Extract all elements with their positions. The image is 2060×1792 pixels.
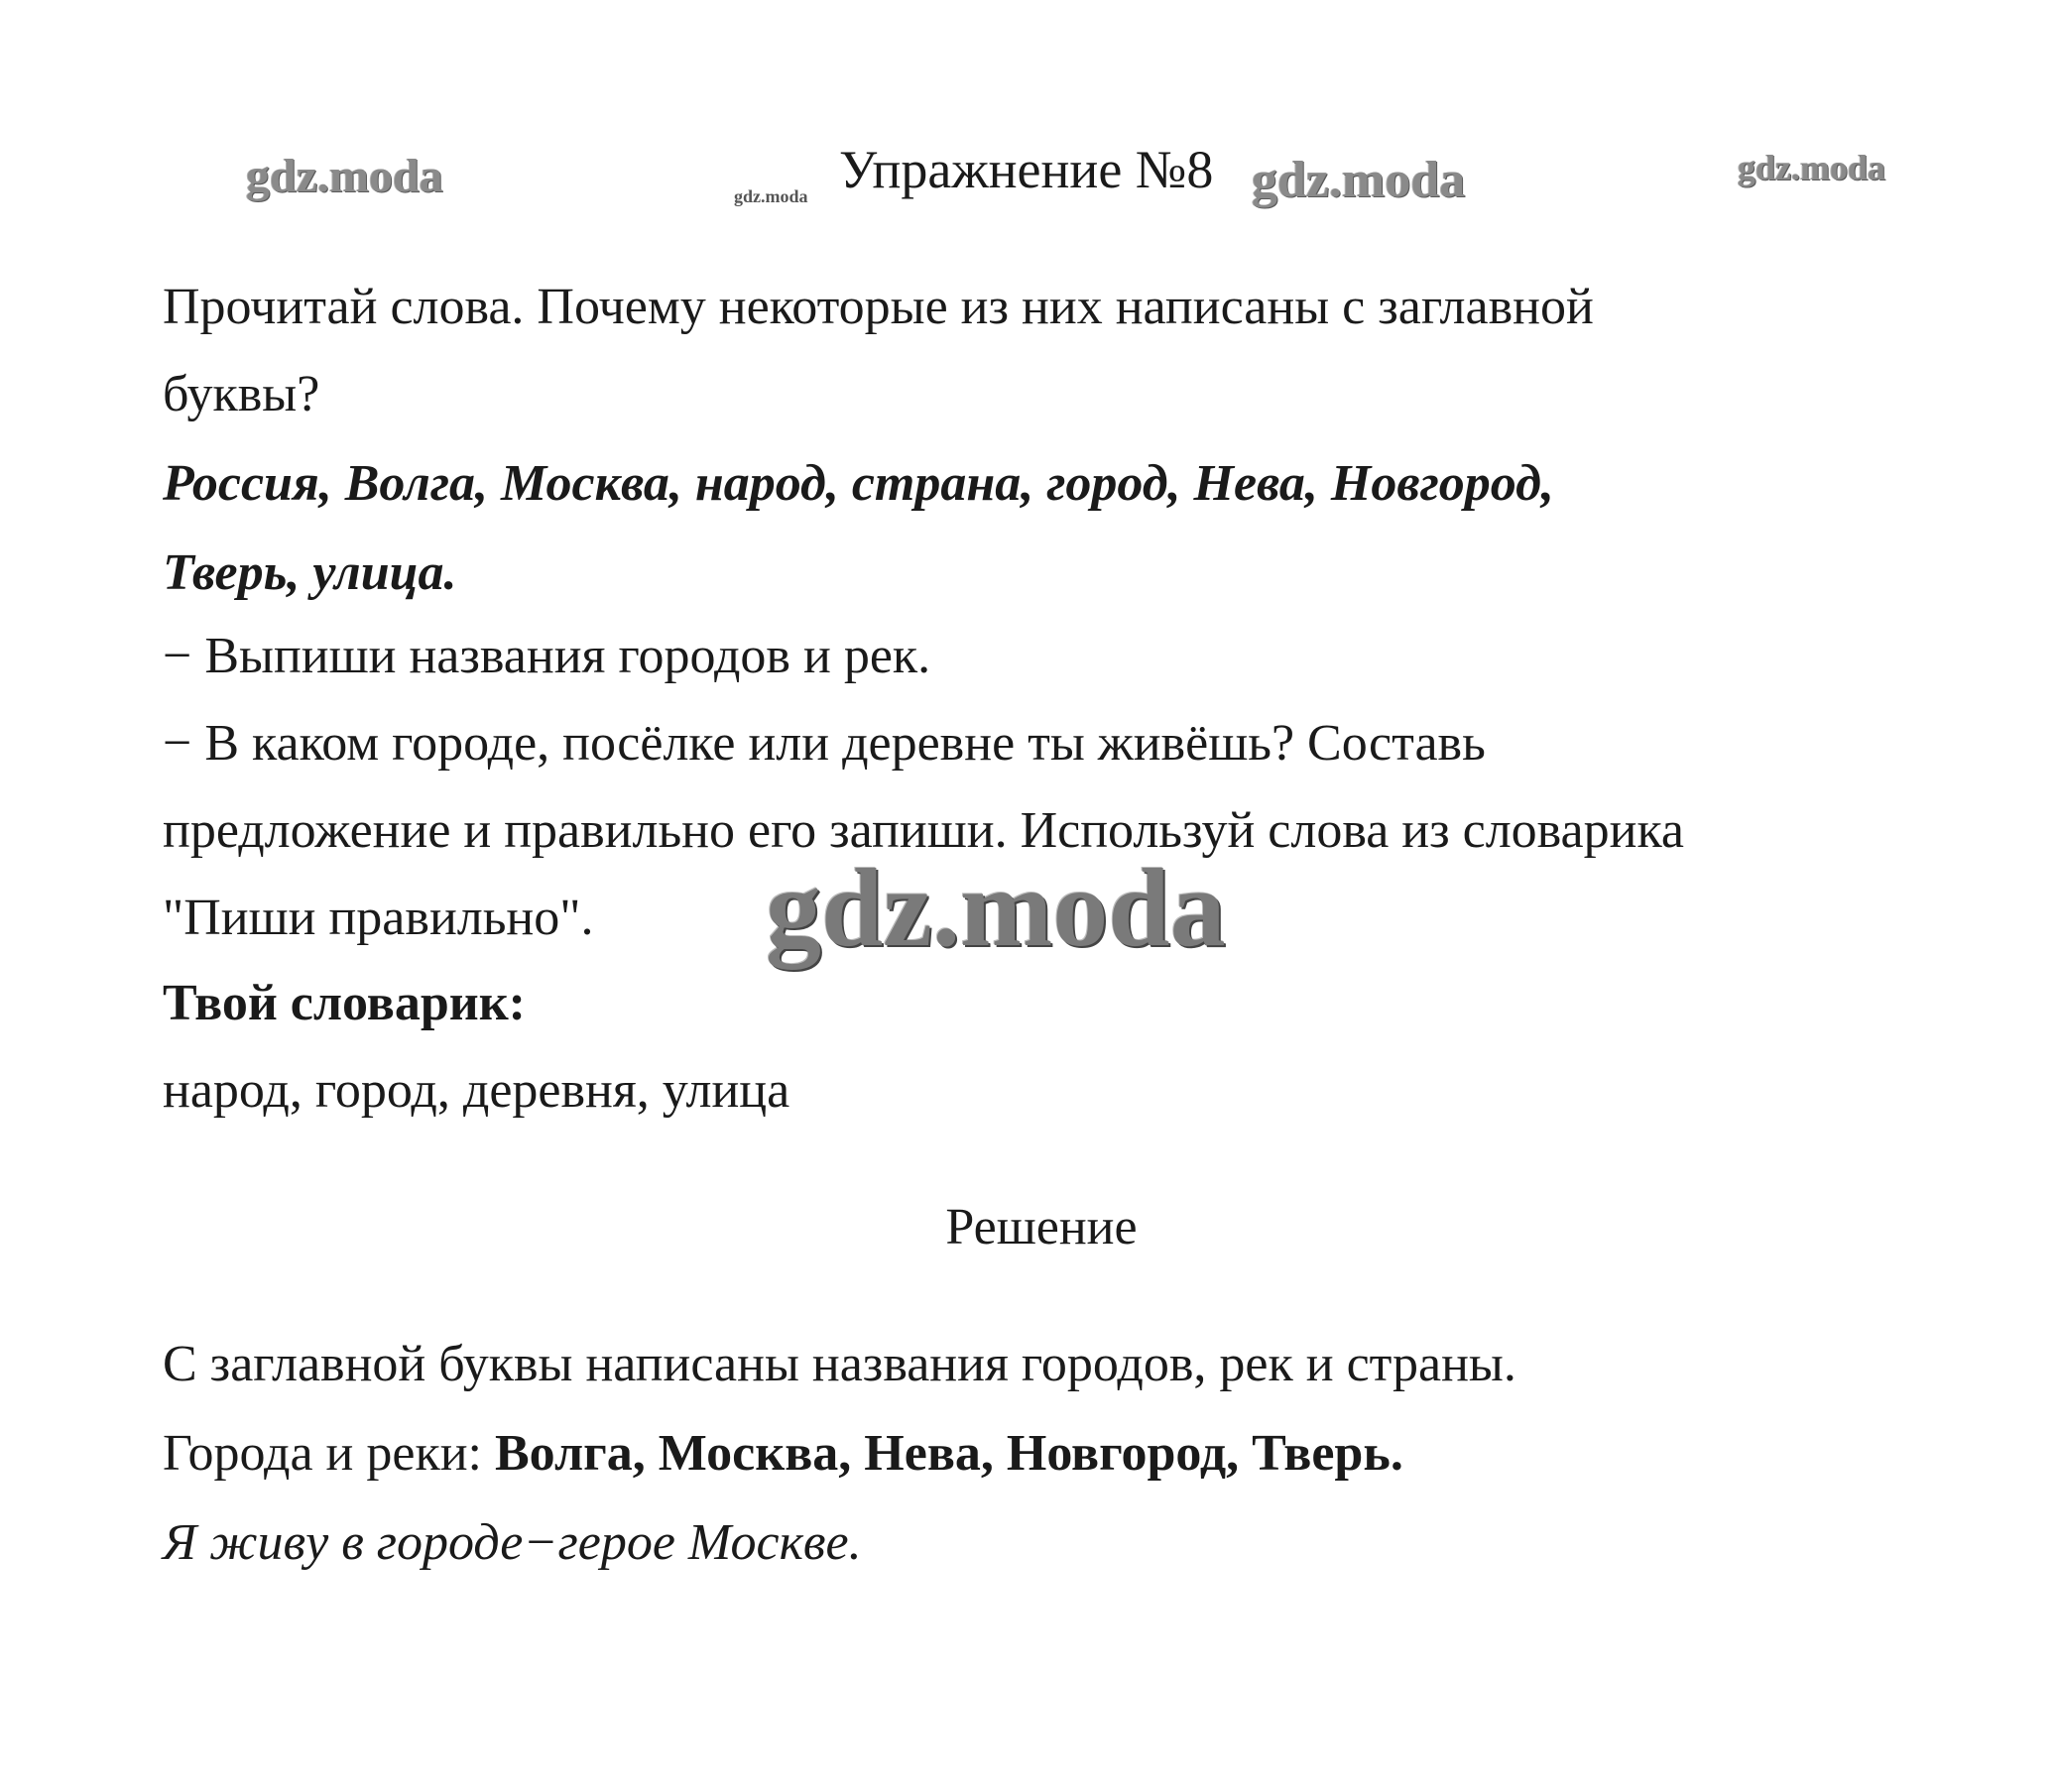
solution-line-2	[163, 1425, 1403, 1482]
question-2-line-3: "Пиши правильно".	[163, 890, 594, 946]
word-list-line-1: Россия, Волга, Москва, народ, страна, город, Нева, Новгород,	[163, 455, 1554, 512]
solution-heading: Решение	[945, 1199, 1138, 1255]
dictionary-label: Твой словарик:	[163, 975, 526, 1031]
watermark-center: gdz.moda	[766, 847, 1226, 970]
word-list-line-2: Тверь, улица.	[163, 544, 457, 601]
task-text-line-1: Прочитай слова. Почему некоторые из них написаны с заглавной	[163, 279, 1594, 335]
solution-line-2-prefix: Города и реки:	[163, 1425, 495, 1482]
solution-line-1: С заглавной буквы написаны названия городов, рек и страны.	[163, 1336, 1516, 1392]
watermark-title: gdz.moda	[1252, 152, 1466, 208]
question-2-line-1: − В каком городе, посёлке или деревне ты живёшь? Составь	[163, 715, 1486, 772]
solution-line-3: Я живу в городе−герое Москве.	[163, 1514, 862, 1571]
question-2-line-2: предложение и правильно его запиши. Используй слова из словарика	[163, 802, 1684, 859]
task-text-line-2: буквы?	[163, 366, 320, 422]
question-1: − Выпиши названия городов и рек.	[163, 628, 931, 684]
dictionary-words: народ, город, деревня, улица	[163, 1062, 790, 1119]
watermark-tiny: gdz.moda	[734, 186, 808, 206]
solution-line-2-answer: Волга, Москва, Нева, Новгород, Тверь.	[494, 1425, 1403, 1482]
watermark-left: gdz.moda	[246, 150, 443, 202]
exercise-title: Упражнение №8	[839, 140, 1214, 199]
watermark-top-right: gdz.moda	[1738, 148, 1886, 187]
